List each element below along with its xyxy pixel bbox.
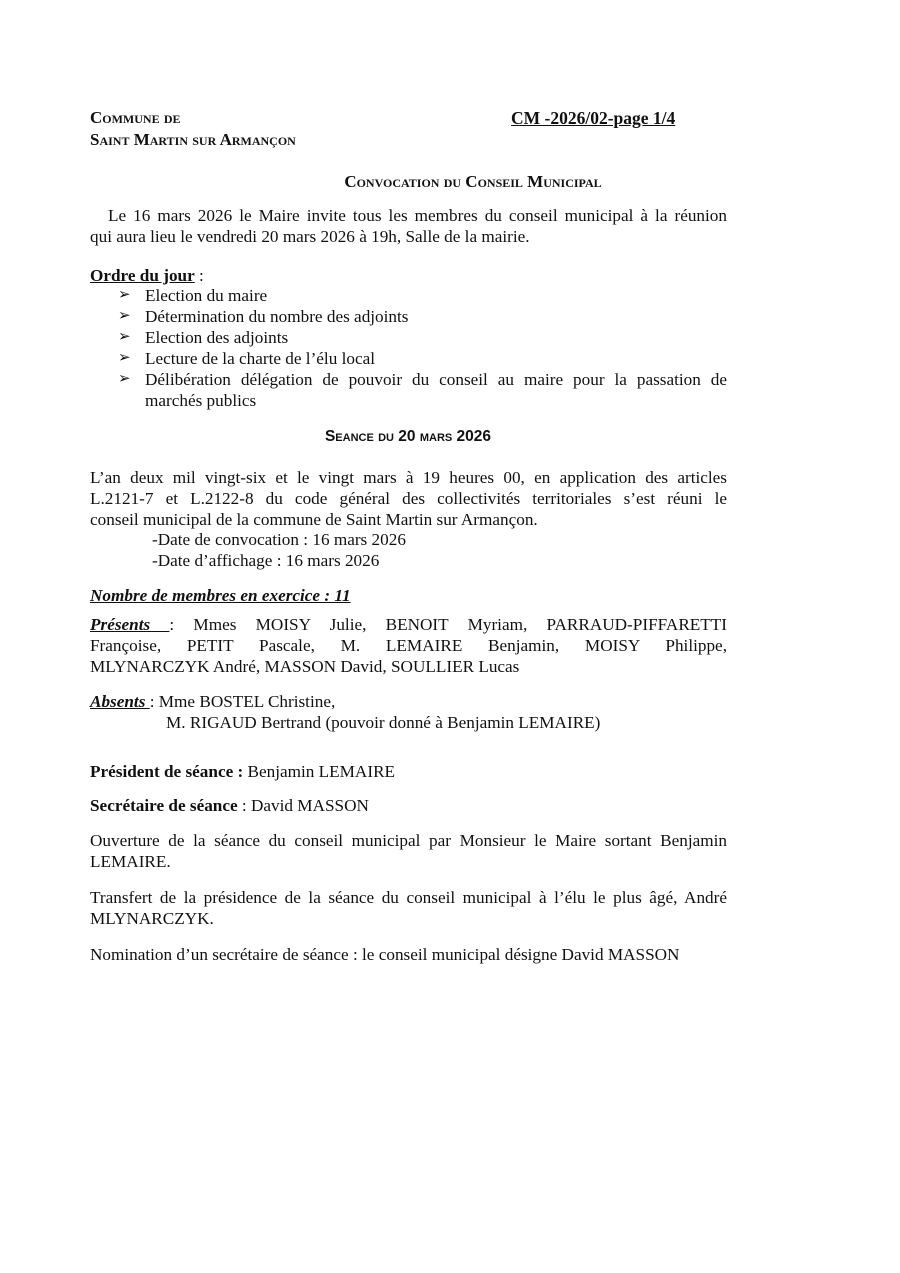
- agenda-item-text: Délibération délégation de pouvoir du conseil au maire pour la passation de: [145, 370, 727, 389]
- seance-title: Seance du 20 mars 2026: [324, 428, 492, 445]
- seance-text-line2: L.2121-7 et L.2122-8 du code général des collectivités territoriales s’est réuni le: [90, 489, 727, 508]
- commune-name-line1: Commune de: [90, 108, 181, 127]
- transfert-line1: Transfert de la présidence de la séance du conseil municipal à l’élu le plus âgé, André: [90, 888, 727, 907]
- transfert-line2: MLYNARCZYK.: [90, 909, 214, 928]
- arrow-bullet-icon: ➢: [118, 350, 131, 366]
- date-affichage: -Date d’affichage : 16 mars 2026: [152, 551, 380, 570]
- agenda-item: [0, 285, 900, 306]
- agenda-item-text: Election du maire: [145, 286, 268, 305]
- presents-line3: MLYNARCZYK André, MASSON David, SOULLIER Lucas: [90, 657, 520, 676]
- presents-line1: [90, 614, 727, 635]
- arrow-bullet-icon: ➢: [118, 371, 131, 387]
- arrow-bullet-icon: ➢: [118, 308, 131, 324]
- secretaire-value: : David MASSON: [237, 796, 369, 815]
- agenda-item: [0, 369, 900, 390]
- absents-label: Absents: [90, 692, 150, 711]
- president-value: Benjamin LEMAIRE: [243, 762, 396, 781]
- agenda-item-text: Election des adjoints: [145, 328, 289, 347]
- presents-label: Présents: [90, 615, 170, 634]
- president-label: Président de séance :: [90, 762, 244, 781]
- absents-line1-text: : Mme BOSTEL Christine,: [149, 692, 336, 711]
- convocation-title: Convocation du Conseil Municipal: [344, 172, 602, 191]
- agenda-item: [0, 327, 900, 348]
- seance-text-line1: L’an deux mil vingt-six et le vingt mars à 19 heures 00, en application des articles: [90, 468, 727, 487]
- seance-text-line3: conseil municipal de la commune de Saint Martin sur Armançon.: [90, 510, 538, 529]
- arrow-bullet-icon: ➢: [118, 287, 131, 303]
- agenda-item: [0, 306, 900, 327]
- agenda-item-continuation: marchés publics: [145, 391, 257, 410]
- agenda-item-text: Détermination du nombre des adjoints: [145, 307, 409, 326]
- arrow-bullet-icon: ➢: [118, 329, 131, 345]
- agenda-item-text: Lecture de la charte de l’élu local: [145, 349, 375, 368]
- secretaire-label: Secrétaire de séance: [90, 796, 238, 815]
- presents-line1-text: : Mmes MOISY Julie, BENOIT Myriam, PARRAUD-PIFFARETTI: [169, 615, 728, 634]
- presents-line2: Françoise, PETIT Pascale, M. LEMAIRE Benjamin, MOISY Philippe,: [90, 636, 727, 655]
- agenda-label-suffix: :: [194, 266, 204, 285]
- convocation-text-line1: Le 16 mars 2026 le Maire invite tous les membres du conseil municipal à la réunion: [108, 206, 727, 225]
- nomination-line: Nomination d’un secrétaire de séance : le conseil municipal désigne David MASSON: [90, 945, 680, 964]
- absents-line2: M. RIGAUD Bertrand (pouvoir donné à Benjamin LEMAIRE): [166, 713, 601, 732]
- commune-name-line2: Saint Martin sur Armançon: [90, 130, 296, 149]
- secretaire-line: [90, 795, 369, 816]
- ouverture-line2: LEMAIRE.: [90, 852, 171, 871]
- agenda-label: Ordre du jour: [90, 266, 195, 285]
- ouverture-line1: Ouverture de la séance du conseil municipal par Monsieur le Maire sortant Benjamin: [90, 831, 727, 850]
- document-reference: CM -2026/02-page 1/4: [511, 108, 676, 128]
- members-count: Nombre de membres en exercice : 11: [90, 586, 351, 605]
- president-line: [90, 761, 395, 782]
- agenda-item: [0, 348, 900, 369]
- absents-line1: [90, 691, 335, 712]
- date-convocation: -Date de convocation : 16 mars 2026: [152, 530, 406, 549]
- agenda-heading: [90, 265, 204, 286]
- convocation-text-line2: qui aura lieu le vendredi 20 mars 2026 à 19h, Salle de la mairie.: [90, 227, 530, 246]
